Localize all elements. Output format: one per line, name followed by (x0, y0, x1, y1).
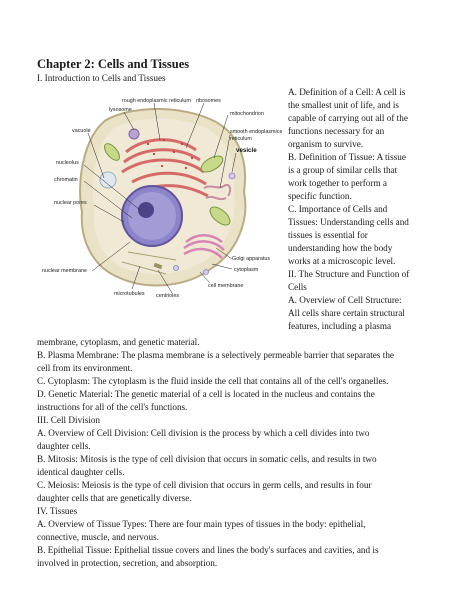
text-line: instructions for all of the cell's functions. (37, 402, 188, 412)
section-intro-heading: I. Introduction to Cells and Tissues (37, 73, 166, 83)
text-line: connective, muscle, and nervous. (37, 532, 159, 542)
text-line: daughter cells. (37, 441, 91, 451)
label-nucleolus: nucleolus (56, 160, 79, 166)
text-line: II. The Structure and Function of (288, 269, 410, 279)
text-line: B. Plasma Membrane: The plasma membrane is a selectively permeable barrier that separates the (37, 350, 394, 360)
text-line: works at a microscopic level. (288, 256, 396, 266)
label-smooth-er-line1: smooth endoplasmice (230, 129, 282, 135)
chapter-heading: Chapter 2: Cells and Tissues (37, 57, 190, 71)
label-microtubules: microtubules (114, 291, 145, 297)
section-heading: IV. Tissues (37, 506, 78, 516)
label-cell-membrane: cell membrane (208, 283, 244, 289)
text-line: B. Epithelial Tissue: Epithelial tissue covers and lines the body's surfaces and cavities, and is (37, 545, 379, 555)
label-vacuole: vacuole (72, 128, 91, 134)
animal-cell-diagram (36, 92, 282, 304)
text-line: membrane, cytoplasm, and genetic material. (37, 337, 200, 347)
text-line: daughter cells that are genetically diverse. (37, 493, 192, 503)
text-line: B. Definition of Tissue: A tissue (288, 152, 406, 162)
label-centrioles: centrioles (156, 293, 180, 299)
label-cytoplasm: cytoplasm (234, 267, 259, 273)
text-line: functions necessary for an (288, 126, 385, 136)
text-line: Tissues: Understanding cells and (288, 217, 409, 227)
text-line: organism to survive. (288, 139, 364, 149)
text-line: capable of carrying out all of the (288, 113, 408, 123)
lysosome-shape (129, 129, 139, 139)
label-chromatin: chromatin (54, 177, 78, 183)
text-line: involved in protection, secretion, and absorption. (37, 558, 218, 568)
label-nuclear-membrane: nuclear membrane (42, 268, 87, 274)
text-line: A. Overview of Cell Structure: (288, 295, 402, 305)
text-line: specific function. (288, 191, 352, 201)
text-line: C. Cytoplasm: The cytoplasm is the fluid inside the cell that contains all of the cell's organelles. (37, 376, 389, 386)
label-nuclear-pores: nuclear pores (54, 200, 87, 206)
text-line: features, including a plasma (288, 321, 392, 331)
text-line: cell from its environment. (37, 363, 133, 373)
label-lysosome: lysosome (109, 107, 132, 113)
label-ribosomes: ribosomes (196, 98, 221, 104)
nucleolus-shape (138, 202, 154, 218)
label-golgi: Golgi apparatus (232, 256, 271, 262)
text-line: C. Meiosis: Meiosis is the type of cell division that occurs in germ cells, and results in four (37, 480, 372, 490)
text-line: B. Mitosis: Mitosis is the type of cell division that occurs in somatic cells, and results in two (37, 454, 377, 464)
text-line: A. Overview of Cell Division: Cell division is the process by which a cell divides into two (37, 428, 370, 438)
section-heading: III. Cell Division (37, 415, 101, 425)
text-line: identical daughter cells. (37, 467, 125, 477)
text-line: understanding how the body (288, 243, 393, 253)
text-line: D. Genetic Material: The genetic material of a cell is located in the nucleus and contains the (37, 389, 375, 399)
text-line: work together to perform a (288, 178, 387, 188)
chromatin-shape (128, 192, 176, 240)
text-line: the smallest unit of life, and is (288, 100, 399, 110)
text-line: Cells (288, 282, 307, 292)
label-rough-er: rough endoplasmic reticulum (122, 98, 191, 104)
cell-illustration (36, 92, 282, 304)
text-line: All cells share certain structural (288, 308, 405, 318)
label-mitochondrion: mitochondrion (230, 111, 264, 117)
text-line: tissues is essential for (288, 230, 368, 240)
text-line: A. Definition of a Cell: A cell is (288, 87, 406, 97)
label-smooth-er-line2: reticulum (230, 136, 252, 142)
text-line: is a group of similar cells that (288, 165, 398, 175)
text-line: A. Overview of Tissue Types: There are four main types of tissues in the body: epithelial, (37, 519, 366, 529)
label-vesicle: vesicle (236, 147, 257, 154)
text-line: C. Importance of Cells and (288, 204, 388, 214)
